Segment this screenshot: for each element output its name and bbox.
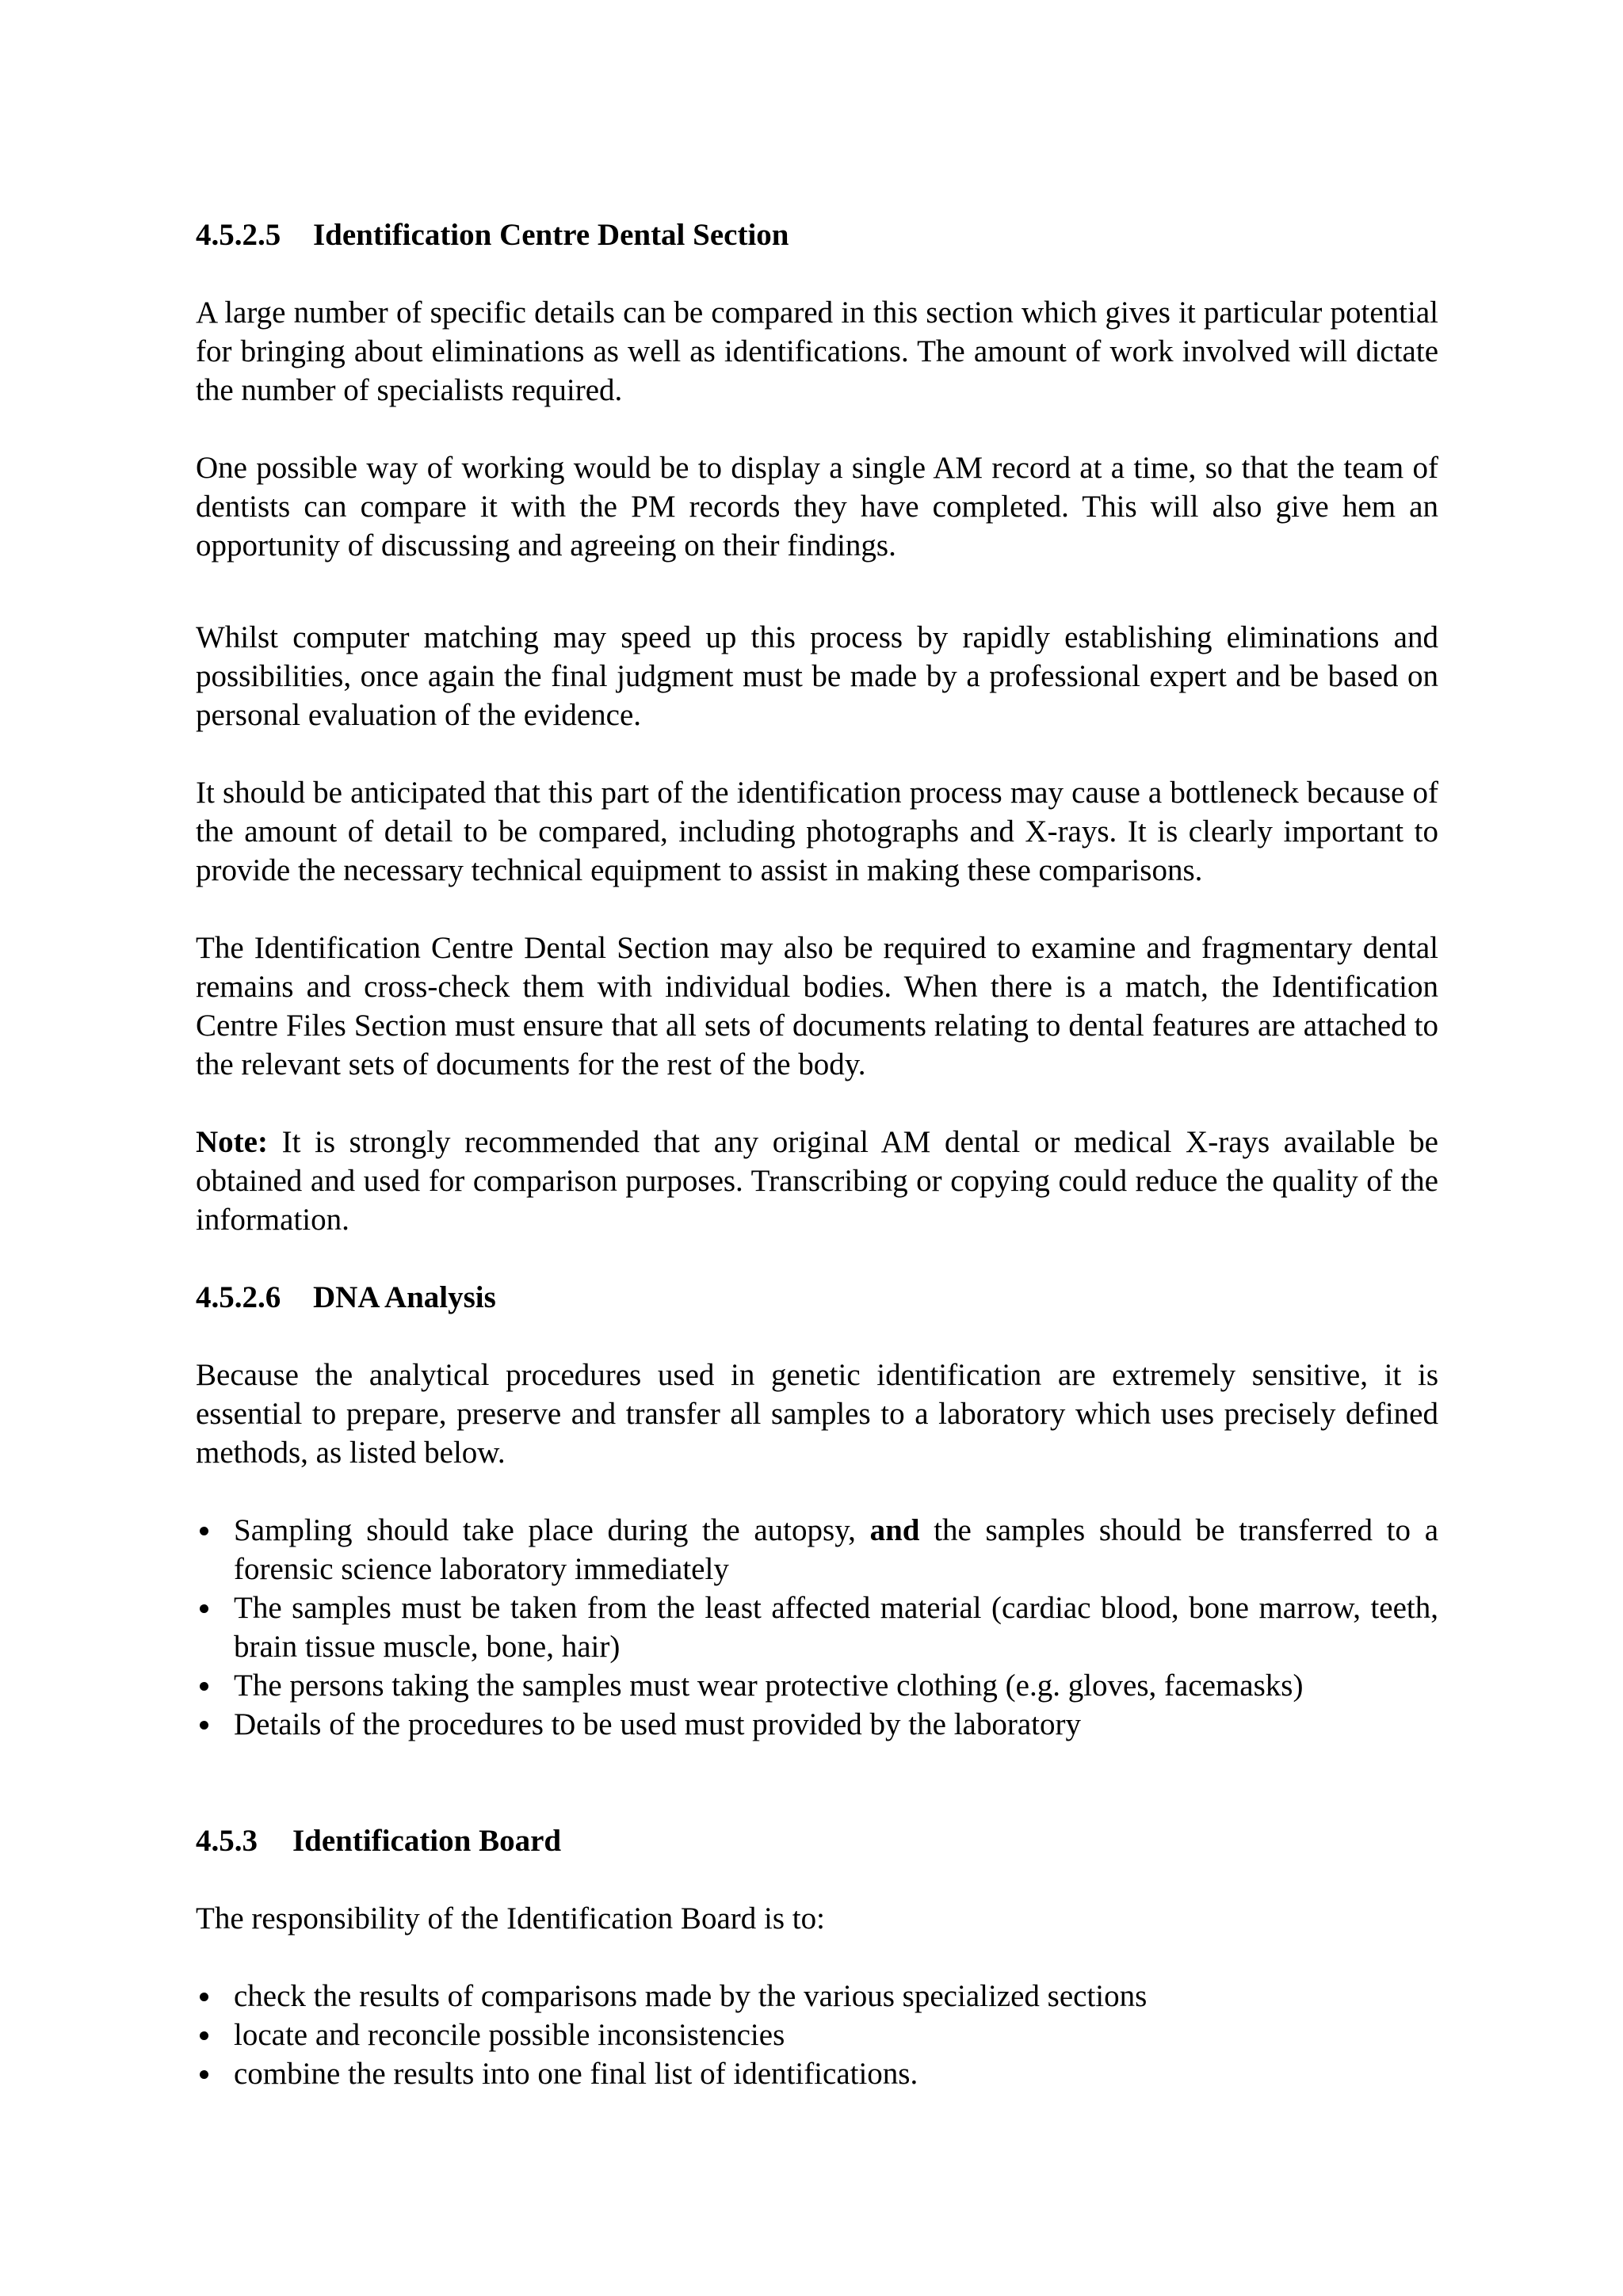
list-item-text: The persons taking the samples must wear protective clothing (e.g. gloves, facemasks)	[234, 1669, 1304, 1703]
list-item	[196, 1589, 1438, 1666]
paragraph-dental-overview: A large number of specific details can be compared in this section which gives it particular potential for bringing about eliminations as well as identifications. The amount of work involved will dictate the number of specialists required.	[196, 296, 1438, 407]
list-item	[196, 1977, 1438, 2016]
section-number: 4.5.2.6	[196, 1280, 281, 1314]
paragraph-computer-matching: Whilst computer matching may speed up this process by rapidly establishing eliminations and possibilities, once again the final judgment must be made by a professional expert and be based on personal evaluation of the evidence.	[196, 620, 1438, 732]
paragraph-board-intro: The responsibility of the Identification Board is to:	[196, 1901, 825, 1936]
list-item-text: Details of the procedures to be used must provided by the laboratory	[234, 1707, 1081, 1741]
note-label: Note:	[196, 1125, 268, 1159]
section-number: 4.5.2.5	[196, 218, 281, 252]
list-item-text-bold: and	[869, 1513, 920, 1547]
list-item-text: locate and reconcile possible inconsistencies	[234, 2018, 785, 2052]
list-item-text: check the results of comparisons made by the various specialized sections	[234, 1979, 1148, 2013]
list-item	[196, 2054, 1438, 2093]
section-heading-4-5-3	[196, 1821, 1438, 1860]
section-heading-4-5-2-5	[196, 215, 1438, 254]
list-item-text-before: Sampling should take place during the autopsy,	[234, 1513, 870, 1547]
note-text: It is strongly recommended that any original AM dental or medical X-rays available be obtained and used for comparison purposes. Transcribing or copying could reduce the quality of the information.	[196, 1125, 1438, 1237]
section-title: DNA Analysis	[313, 1280, 496, 1314]
section-title: Identification Centre Dental Section	[313, 218, 789, 252]
section-number: 4.5.3	[196, 1824, 258, 1858]
list-item	[196, 1511, 1438, 1589]
dna-bullet-list	[196, 1511, 1438, 1744]
paragraph-fragmentary-remains: The Identification Centre Dental Section may also be required to examine and fragmentary dental remains and cross-check them with individual bodies. When there is a match, the Identification Centre Files Section must ensure that all sets of documents relating to dental features are attached to the relevant sets of documents for the rest of the body.	[196, 931, 1438, 1081]
list-item-text-after: the samples should be transferred to a forensic science laboratory immediately	[234, 1513, 1439, 1586]
document-page	[196, 215, 1438, 2132]
note-paragraph	[196, 1123, 1438, 1239]
list-item-text: The samples must be taken from the least affected material (cardiac blood, bone marrow, teeth, brain tissue muscle, bone, hair)	[234, 1591, 1438, 1664]
section-heading-4-5-2-6	[196, 1278, 1438, 1317]
section-title: Identification Board	[292, 1824, 562, 1858]
paragraph-bottleneck: It should be anticipated that this part of the identification process may cause a bottleneck because of the amount of detail to be compared, including photographs and X-rays. It is clearly important to provide the necessary technical equipment to assist in making these comparisons.	[196, 776, 1438, 887]
list-item	[196, 1705, 1438, 1744]
list-item-text: combine the results into one final list of identifications.	[234, 2057, 918, 2091]
paragraph-dental-working-method: One possible way of working would be to display a single AM record at a time, so that the team of dentists can compare it with the PM records they have completed. This will also give hem an opportunity of discussing and agreeing on their findings.	[196, 451, 1438, 563]
board-bullet-list	[196, 1977, 1438, 2093]
list-item	[196, 2016, 1438, 2054]
list-item	[196, 1666, 1438, 1705]
paragraph-dna-intro: Because the analytical procedures used in genetic identification are extremely sensitive, it is essential to prepare, preserve and transfer all samples to a laboratory which uses precisely defined methods, as listed below.	[196, 1358, 1438, 1470]
